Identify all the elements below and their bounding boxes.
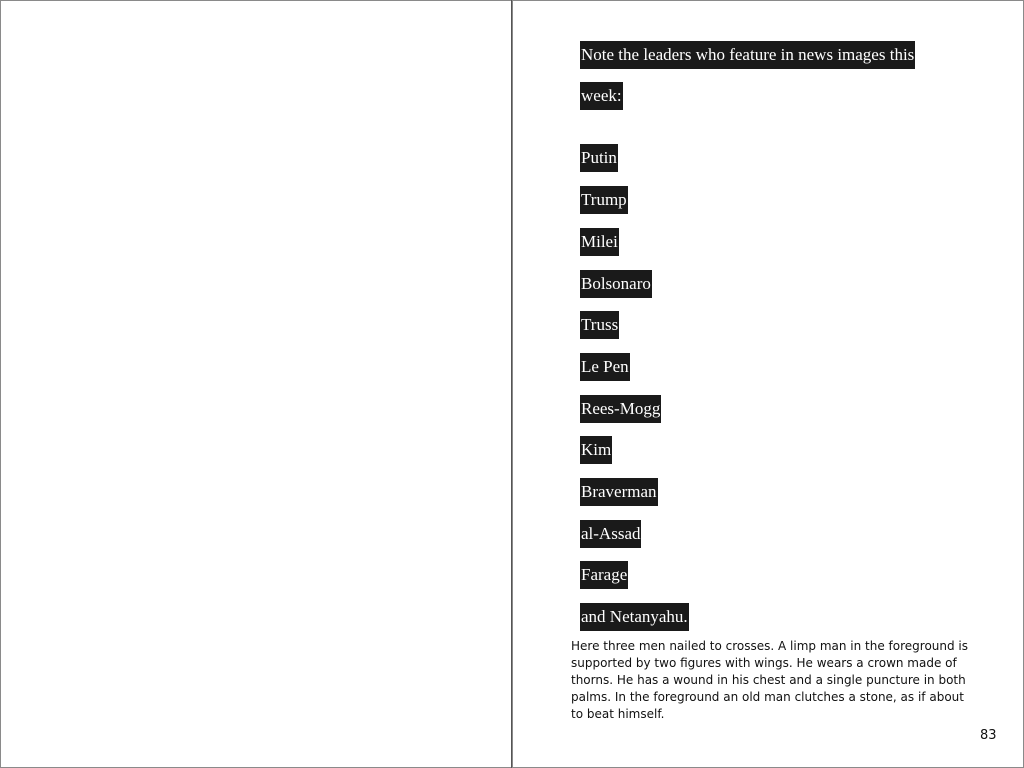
leader-name: Le Pen: [580, 353, 630, 381]
leader-name: Braverman: [580, 478, 658, 506]
caption-line: Here three men nailed to crosses. A limp man in the foreground is: [571, 639, 969, 653]
page-number: 83: [980, 728, 997, 743]
leader-name: Truss: [580, 311, 619, 339]
leader-name: Milei: [580, 228, 619, 256]
caption-line: palms. In the foreground an old man clutches a stone, as if about: [571, 690, 964, 704]
image-caption: [571, 638, 971, 723]
page-gutter: [511, 0, 512, 768]
intro-line-2: week:: [580, 82, 623, 110]
leader-name: and Netanyahu.: [580, 603, 689, 631]
caption-line: thorns. He has a wound in his chest and a single puncture in both: [571, 673, 966, 687]
leader-name: Kim: [580, 436, 612, 464]
leader-name: Trump: [580, 186, 628, 214]
caption-line: supported by two figures with wings. He wears a crown made of: [571, 656, 957, 670]
leader-name: Putin: [580, 144, 618, 172]
caption-line: to beat himself.: [571, 707, 665, 721]
intro-line-1: Note the leaders who feature in news images this: [580, 41, 915, 69]
leader-name: Rees-Mogg: [580, 395, 661, 423]
leader-name: Farage: [580, 561, 628, 589]
leader-name: Bolsonaro: [580, 270, 652, 298]
leader-name: al-Assad: [580, 520, 641, 548]
